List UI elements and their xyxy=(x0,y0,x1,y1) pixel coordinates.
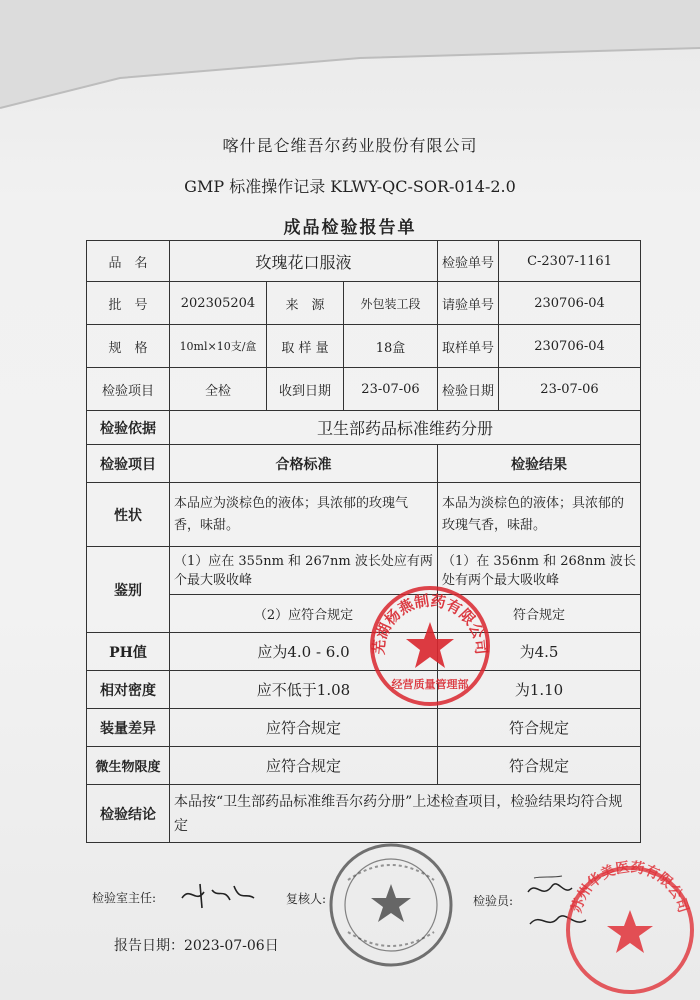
black-seal-stamp xyxy=(326,840,456,970)
table-row xyxy=(87,747,641,785)
report-date: 报告日期：2023-07-06日 xyxy=(114,938,279,954)
table-row xyxy=(87,709,641,747)
request-no-value: 230706-04 xyxy=(499,282,641,325)
table-row xyxy=(87,282,641,325)
basis-value: 卫生部药品标准维药分册 xyxy=(170,411,641,445)
table-row xyxy=(87,411,641,445)
fill-variance-standard: 应符合规定 xyxy=(170,709,438,747)
batch-label: 批 号 xyxy=(87,282,170,325)
appearance-result: 本品为淡棕色的液体；具浓郁的玫瑰气香，味甜。 xyxy=(438,483,641,547)
sample-no-label: 取样单号 xyxy=(438,325,499,368)
sample-qty-label: 取 样 量 xyxy=(267,325,344,368)
quality-stamp-text: 芜湖杨燕制药有限公司 xyxy=(369,591,491,656)
ident-label: 鉴别 xyxy=(87,547,170,633)
basis-label: 检验依据 xyxy=(87,411,170,445)
ph-standard: 应为4.0 - 6.0 xyxy=(170,633,438,671)
company-stamp-text: 苏州华美医药有限公司 xyxy=(568,860,692,915)
table-row xyxy=(87,241,641,282)
fill-variance-result: 符合规定 xyxy=(438,709,641,747)
microbial-label: 微生物限度 xyxy=(87,747,170,785)
table-row xyxy=(87,633,641,671)
lab-head-label: 检验室主任: xyxy=(92,891,157,905)
table-row xyxy=(87,595,641,633)
company-seal-stamp xyxy=(560,860,700,1000)
reviewer-label: 复核人: xyxy=(286,892,327,906)
ident1-standard: （1）应在 355nm 和 267nm 波长处应有两个最大吸收峰 xyxy=(170,547,438,595)
table-row xyxy=(87,671,641,709)
ident2-standard: （2）应符合规定 xyxy=(170,595,438,633)
table-row xyxy=(87,368,641,411)
appearance-standard: 本品应为淡棕色的液体；具浓郁的玫瑰气香，味甜。 xyxy=(170,483,438,547)
microbial-standard: 应符合规定 xyxy=(170,747,438,785)
appearance-label: 性状 xyxy=(87,483,170,547)
request-no-label: 请验单号 xyxy=(438,282,499,325)
lab-head-signature xyxy=(178,878,258,912)
report-no-value: C-2307-1161 xyxy=(499,241,641,282)
density-label: 相对密度 xyxy=(87,671,170,709)
ph-label: PH值 xyxy=(87,633,170,671)
sample-no-value: 230706-04 xyxy=(499,325,641,368)
report-no-label: 检验单号 xyxy=(438,241,499,282)
fill-variance-label: 装量差异 xyxy=(87,709,170,747)
microbial-result: 符合规定 xyxy=(438,747,641,785)
document-number: GMP 标准操作记录 KLWY-QC-SOR-014-2.0 xyxy=(184,177,516,196)
table-row xyxy=(87,445,641,483)
recv-date-value: 23-07-06 xyxy=(344,368,438,411)
conclusion-value: 本品按“卫生部药品标准维吾尔药分册”上述检查项目，检验结果均符合规定 xyxy=(170,785,641,843)
ph-result: 为4.5 xyxy=(438,633,641,671)
spec-label: 规 格 xyxy=(87,325,170,368)
test-date-label: 检验日期 xyxy=(438,368,499,411)
company-name: 喀什昆仑维吾尔药业股份有限公司 xyxy=(222,136,478,155)
column-result-header: 检验结果 xyxy=(438,445,641,483)
column-item-header: 检验项目 xyxy=(87,445,170,483)
conclusion-label: 检验结论 xyxy=(87,785,170,843)
item-value: 全检 xyxy=(170,368,267,411)
source-label: 来 源 xyxy=(267,282,344,325)
product-value: 玫瑰花口服液 xyxy=(170,241,438,282)
ident2-result: 符合规定 xyxy=(438,595,641,633)
quality-dept-stamp xyxy=(366,582,494,710)
density-result: 为1.10 xyxy=(438,671,641,709)
table-row xyxy=(87,483,641,547)
batch-value: 202305204 xyxy=(170,282,267,325)
report-title: 成品检验报告单 xyxy=(283,218,417,238)
table-row xyxy=(87,325,641,368)
paper-fold xyxy=(0,0,700,120)
sample-qty-value: 18盒 xyxy=(344,325,438,368)
report-table xyxy=(86,240,641,903)
source-value: 外包装工段 xyxy=(344,282,438,325)
quality-stamp-subtext: 经营质量管理部 xyxy=(391,678,469,691)
inspector-label: 检验员: xyxy=(473,894,514,908)
spec-value: 10ml×10支/盒 xyxy=(170,325,267,368)
density-standard: 应不低于1.08 xyxy=(170,671,438,709)
table-row xyxy=(87,547,641,595)
column-standard-header: 合格标准 xyxy=(170,445,438,483)
recv-date-label: 收到日期 xyxy=(267,368,344,411)
product-label: 品 名 xyxy=(87,241,170,282)
table-row xyxy=(87,785,641,843)
ident1-result: （1）在 356nm 和 268nm 波长处有两个最大吸收峰 xyxy=(438,547,641,595)
test-date-value: 23-07-06 xyxy=(499,368,641,411)
item-label: 检验项目 xyxy=(87,368,170,411)
